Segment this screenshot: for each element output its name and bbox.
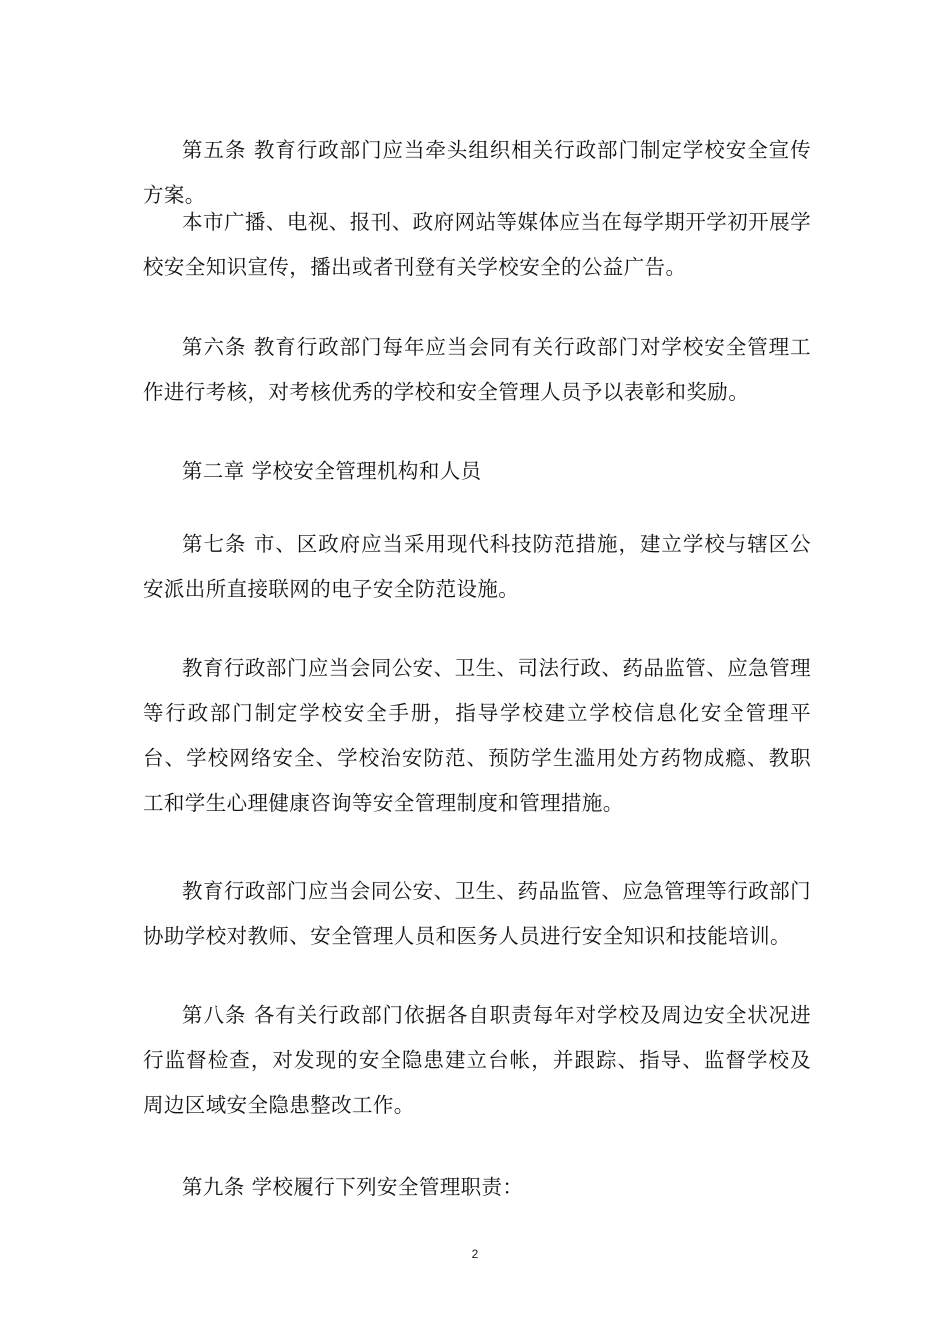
paragraph-article-8: 第八条 各有关行政部门依据各自职责每年对学校及周边安全状况进行监督检查，对发现的安全隐患建立台帐，并跟踪、指导、监督学校及周边区域安全隐患整改工作。 [143, 1003, 811, 1117]
paragraph-article-7: 第七条 市、区政府应当采用现代科技防范措施，建立学校与辖区公安派出所直接联网的电子安全防范设施。 [143, 532, 811, 601]
paragraph-safety-training: 教育行政部门应当会同公安、卫生、药品监管、应急管理等行政部门协助学校对教师、安全管理人员和医务人员进行安全知识和技能培训。 [143, 879, 811, 948]
chapter-2-heading: 第二章 学校安全管理机构和人员 [182, 459, 482, 483]
paragraph-safety-handbook: 教育行政部门应当会同公安、卫生、司法行政、药品监管、应急管理等行政部门制定学校安全手册，指导学校建立学校信息化安全管理平台、学校网络安全、学校治安防范、预防学生滥用处方药物成瘾、教职工和学生心理健康咨询等安全管理制度和管理措施。 [143, 656, 811, 815]
page-number: 2 [471, 1247, 479, 1261]
paragraph-media-publicity: 本市广播、电视、报刊、政府网站等媒体应当在每学期开学初开展学校安全知识宣传，播出或者刊登有关学校安全的公益广告。 [143, 210, 811, 279]
paragraph-article-9: 第九条 学校履行下列安全管理职责： [182, 1175, 524, 1199]
paragraph-article-6: 第六条 教育行政部门每年应当会同有关行政部门对学校安全管理工作进行考核，对考核优秀的学校和安全管理人员予以表彰和奖励。 [143, 335, 811, 404]
paragraph-article-5: 第五条 教育行政部门应当牵头组织相关行政部门制定学校安全宣传方案。 [143, 138, 811, 207]
